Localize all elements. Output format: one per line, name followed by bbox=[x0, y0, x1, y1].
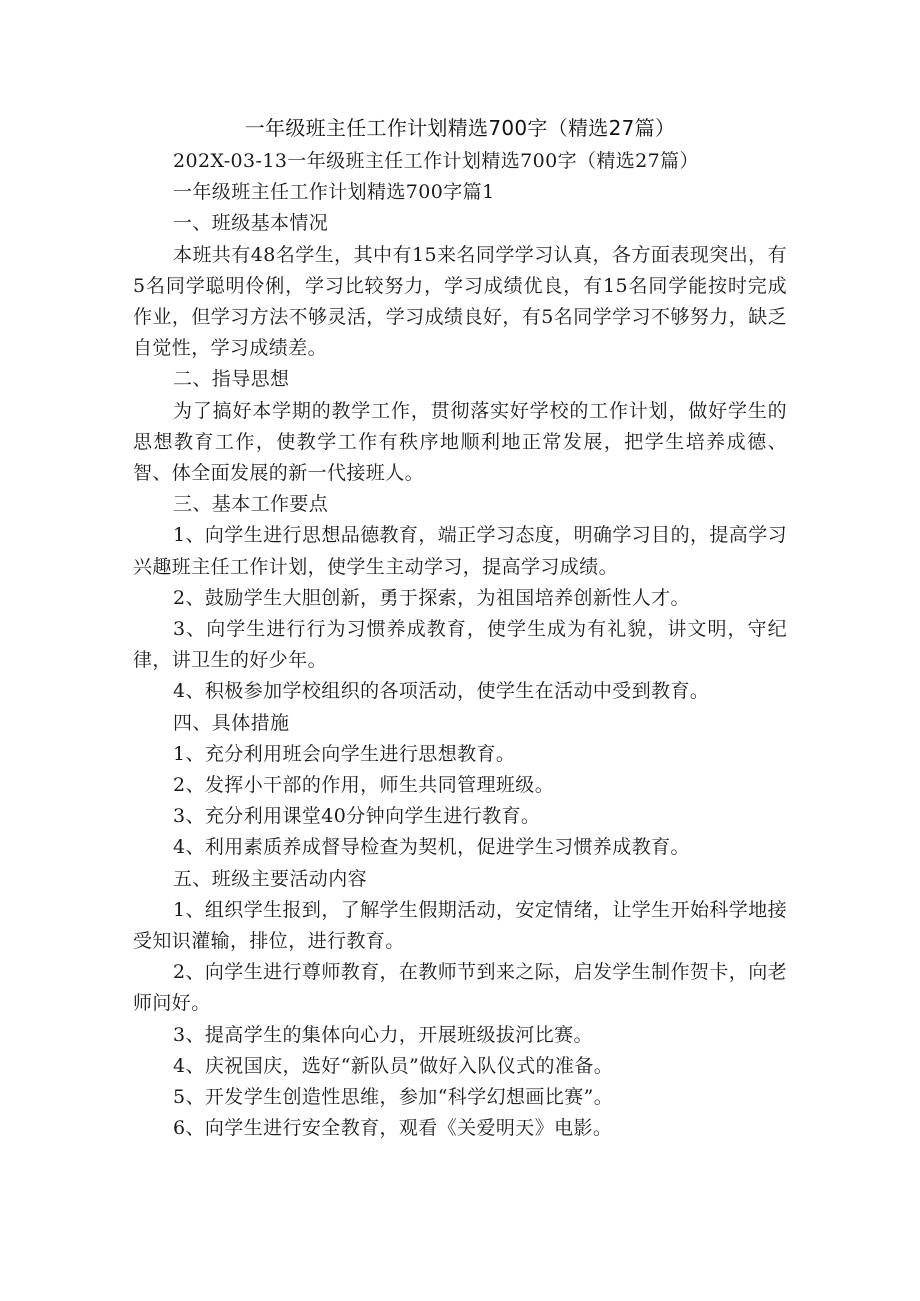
body-paragraph: 为了搞好本学期的教学工作，贯彻落实好学校的工作计划，做好学生的思想教育工作，使教学工作有秩序地顺利地正常发展，把学生培养成德、智、体全面发展的新一代接班人。 bbox=[133, 399, 787, 485]
document-title: 一年级班主任工作计划精选700字（精选27篇） bbox=[244, 116, 676, 140]
list-item: 3、充分利用课堂40分钟向学生进行教育。 bbox=[173, 805, 541, 828]
document-body bbox=[133, 146, 787, 1145]
list-item: 4、积极参加学校组织的各项活动，使学生在活动中受到教育。 bbox=[173, 680, 710, 703]
section-heading: 三、基本工作要点 bbox=[173, 493, 329, 516]
body-paragraph: 本班共有48名学生，其中有15来名同学学习认真，各方面表现突出，有5名同学聪明伶俐，学习比较努力，学习成绩优良，有15名同学能按时完成作业，但学习方法不够灵活，学习成绩良好，有5名同学学习不够努力，缺乏自觉性，学习成绩差。 bbox=[133, 243, 787, 360]
list-item: 2、向学生进行尊师教育，在教师节到来之际，启发学生制作贺卡，向老师问好。 bbox=[133, 961, 787, 1015]
list-item: 1、向学生进行思想品德教育，端正学习态度，明确学习目的，提高学习兴趣班主任工作计划，使学生主动学习，提高学习成绩。 bbox=[133, 524, 787, 578]
list-item: 6、向学生进行安全教育，观看《关爱明天》电影。 bbox=[173, 1117, 613, 1140]
list-item: 1、充分利用班会向学生进行思想教育。 bbox=[173, 742, 516, 765]
list-item: 2、发挥小干部的作用，师生共同管理班级。 bbox=[173, 774, 555, 797]
list-item: 4、利用素质养成督导检查为契机，促进学生习惯养成教育。 bbox=[173, 836, 690, 859]
section-heading: 五、班级主要活动内容 bbox=[173, 867, 368, 890]
list-item: 5、开发学生创造性思维，参加“科学幻想画比赛”。 bbox=[173, 1086, 614, 1109]
list-item: 3、向学生进行行为习惯养成教育，使学生成为有礼貌，讲文明，守纪律，讲卫生的好少年。 bbox=[133, 618, 787, 672]
list-item: 4、庆祝国庆，选好“新队员”做好入队仪式的准备。 bbox=[173, 1054, 614, 1077]
list-item: 1、组织学生报到，了解学生假期活动，安定情绪，让学生开始科学地接受知识灌输，排位，进行教育。 bbox=[133, 898, 787, 953]
section-heading: 一、班级基本情况 bbox=[173, 212, 329, 235]
date-line: 202X-03-13一年级班主任工作计划精选700字（精选27篇） bbox=[173, 150, 699, 172]
list-item: 3、提高学生的集体向心力，开展班级拔河比赛。 bbox=[173, 1023, 593, 1046]
list-item: 2、鼓励学生大胆创新，勇于探索，为祖国培养创新性人才。 bbox=[173, 586, 690, 609]
article-heading: 一年级班主任工作计划精选700字篇1 bbox=[173, 181, 495, 204]
section-heading: 四、具体措施 bbox=[173, 711, 290, 734]
section-heading: 二、指导思想 bbox=[173, 368, 290, 391]
